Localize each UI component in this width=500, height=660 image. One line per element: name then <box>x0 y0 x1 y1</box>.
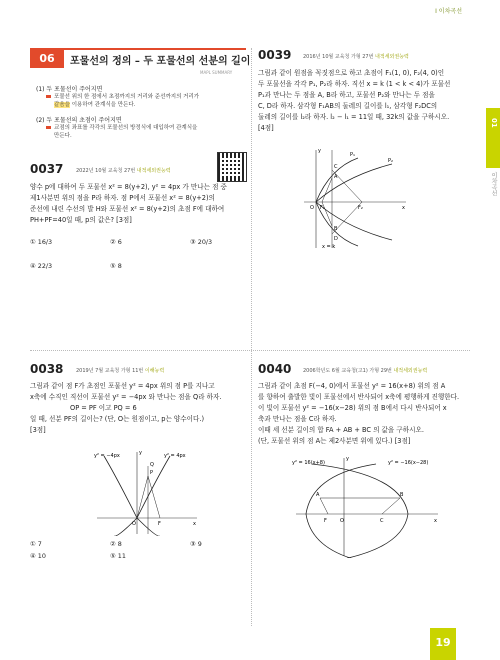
summary-bullet-cont: 만든다. <box>54 133 72 139</box>
choice[interactable]: ① 7 <box>30 540 42 548</box>
point-label: B <box>400 492 404 498</box>
point-label: Q <box>150 462 154 468</box>
point-label: O <box>340 518 344 524</box>
point-label: F₁ <box>320 205 325 211</box>
choice[interactable]: ③ 20/3 <box>190 238 213 246</box>
point-label: A <box>334 174 338 180</box>
figure-0040 <box>292 454 442 558</box>
summary-bullet: 포물선 위의 한 점에서 초점까지의 거리와 준선까지의 거리가 <box>46 93 199 101</box>
problem-0040-text: 그림과 같이 초점 F(−4, 0)에서 포물선 y² = 16(x+8) 위의 점 A 를 향하여 출발한 빛이 포물선에서 반사되어 x축에 평행하게 진행한다. 이 빛이 포물선 y² = −16(x−28) 위의 점 B에서 다시 반사되어 x 축과 만나는 점을 C라 하자. 이때 세 선분 길이의 합 FA + AB + BC 의 값을 구하시오. (단, 포물선 위의 점 A는 제2사분면 위에 있다.) [3점] <box>258 382 460 445</box>
choice[interactable]: ⑤ 11 <box>110 552 126 560</box>
problem-source: 2022년 10월 교육청 27번 내적세외권능력 <box>76 168 171 174</box>
summary-point-1: (1) 두 포물선이 주어지면 <box>36 86 103 93</box>
curve-label: y² = −16(x−28) <box>388 460 429 466</box>
figure-0038 <box>92 448 202 536</box>
axis-label: x <box>434 518 437 524</box>
row-divider <box>30 350 470 351</box>
problem-0038-text: 그림과 같이 점 F가 초점인 포물선 y² = 4px 위의 점 P를 지나고 x축에 수직인 직선이 포물선 y² = −4px 와 만나는 점을 Q라 하자. OP = PF 이고 PQ = 6 일 때, 선분 PF의 길이는? (단, O는 원점이고, p는 양수이다.) [3점] <box>30 382 222 434</box>
choice[interactable]: ② 6 <box>110 238 122 246</box>
point-label: D <box>334 236 338 242</box>
chapter-label: I 이차곡선 <box>435 8 462 15</box>
problem-source: 2016년 10월 교육청 가형 27번 내적세외권능력 <box>303 54 409 60</box>
page-number: 19 <box>430 628 456 660</box>
axis-label: x <box>193 521 196 527</box>
section-title: 포물선의 정의 – 두 포물선의 선분의 길이 <box>70 56 251 67</box>
problem-number: 0037 <box>30 162 64 176</box>
point-label: O <box>132 521 136 527</box>
summary-bullet-cont: 같음을 이용하여 관계식을 만든다. <box>54 102 136 108</box>
point-label: F₂ <box>358 205 363 211</box>
column-divider <box>251 48 252 626</box>
curve-label: y² = 4px <box>164 453 186 459</box>
figure-0039 <box>300 146 410 250</box>
point-label: O <box>310 205 314 211</box>
curve-label: y² = −4px <box>94 453 120 459</box>
choice[interactable]: ④ 22/3 <box>30 262 53 270</box>
choice[interactable]: ③ 9 <box>190 540 202 548</box>
point-label: F <box>324 518 327 524</box>
summary-point-2: (2) 두 포물선의 초점이 주어지면 <box>36 117 122 124</box>
summary-bullet: 교점의 좌표를 각각의 포물선의 방정식에 대입하여 관계식을 <box>46 124 197 132</box>
problem-0039-text: 그림과 같이 원점을 꼭짓점으로 하고 초점이 F₁(1, 0), F₂(4, 0)인 두 포물선을 각각 P₁, P₂라 하자. 직선 x = k (1 < k < 4)가 포물선 P₁과 만나는 두 점을 A, B라 하고, 포물선 P₂와 만나는 두 점을 C, D라 하자. 삼각형 F₁AB의 둘레의 길이를 l₁, 삼각형 F₂DC의 둘레의 길이를 l₂라 하자. l₂ − l₁ = 11일 때, 32k의 값을 구하시오. [4점] <box>258 69 451 132</box>
side-tab-label: 이차곡선 <box>490 172 497 196</box>
point-label: B <box>334 226 338 232</box>
problem-number: 0039 <box>258 48 292 62</box>
problem-number: 0038 <box>30 362 64 376</box>
point-label: C <box>334 164 338 170</box>
axis-label: y <box>139 450 142 456</box>
section-subtitle: MAPL SUMMARY <box>200 70 233 75</box>
curve-label: P₁ <box>350 152 356 158</box>
point-label: A <box>316 492 320 498</box>
axis-label: y <box>318 148 321 154</box>
qr-code-pattern <box>221 156 241 176</box>
side-tab-number: 01 <box>490 118 498 128</box>
choice[interactable]: ④ 10 <box>30 552 46 560</box>
side-tab <box>486 108 500 168</box>
choice[interactable]: ⑤ 8 <box>110 262 122 270</box>
section-number: 06 <box>30 50 64 68</box>
axis-label: y <box>346 456 349 462</box>
problem-source: 2019년 7월 교육청 가형 11번 이해능력 <box>76 368 165 374</box>
curve-label: P₂ <box>388 158 394 164</box>
problem-0037-text: 양수 p에 대하여 두 포물선 x² = 8(y+2), y² = 4px 가 만나는 점 중 제1사분면 위의 점을 P라 하자. 점 P에서 포물선 x² = 8(y+2)의 준선에 내린 수선의 발 H와 포물선 x² = 8(y+2)의 초점 F에 대하여 PH+PF=40일 때, p의 값은? [3점] <box>30 183 227 224</box>
line-label: x = k <box>322 244 336 250</box>
point-label: F <box>158 521 161 527</box>
choice[interactable]: ① 16/3 <box>30 238 53 246</box>
point-label: P <box>150 470 154 476</box>
choice[interactable]: ② 8 <box>110 540 122 548</box>
curve-label: y² = 16(x+8) <box>292 460 325 466</box>
problem-number: 0040 <box>258 362 292 376</box>
point-label: C <box>380 518 384 524</box>
axis-label: x <box>402 205 405 211</box>
problem-source: 2006학년도 6월 교육청(고1) 가형 29번 내적세외권능력 <box>303 368 428 374</box>
